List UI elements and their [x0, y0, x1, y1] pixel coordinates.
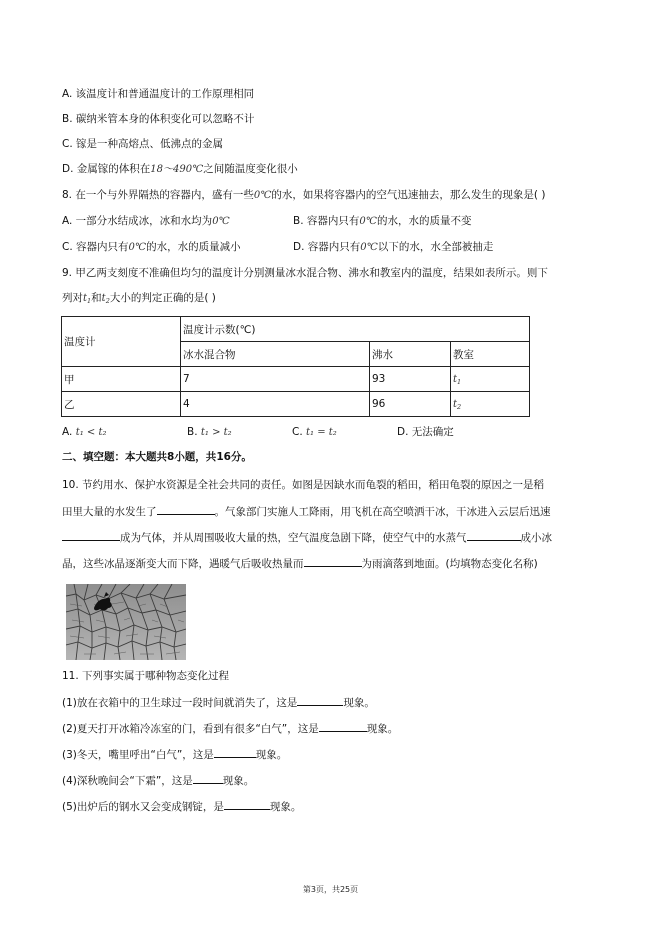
q11-item-pre: (2)夏天打开冰箱冷冻室的门，看到有很多“白气”，这是	[62, 723, 319, 735]
q10-line4-post: 为雨滴落到地面。(均填物态变化名称)	[361, 558, 538, 570]
q9-line2-post: 大小的判定正确的是( )	[109, 292, 216, 304]
q8-c-pre: C. 容器内只有	[62, 241, 129, 253]
option-q8-c	[62, 240, 241, 255]
q8-d-math: 0℃	[360, 242, 378, 253]
q11-item-pre: (1)放在衣箱中的卫生球过一段时间就消失了，这是	[62, 697, 298, 709]
answer-blank[interactable]	[214, 746, 256, 758]
q11-item-post: 现象。	[222, 775, 255, 787]
answer-blank[interactable]	[224, 798, 270, 810]
option-q7-d-pre: D. 金属镓的体积在	[62, 163, 151, 175]
option-q7-c: C. 镓是一种高熔点、低沸点的金属	[62, 138, 224, 150]
table-cell-name: 甲	[62, 367, 181, 392]
question-11-item	[62, 798, 301, 814]
question-11-item	[62, 694, 375, 710]
answer-blank[interactable]	[467, 529, 521, 541]
q9-and: 和	[91, 292, 102, 304]
table-cell-name: 乙	[62, 392, 181, 417]
cracked-field-image	[66, 584, 186, 660]
table-cell-ice: 4	[181, 392, 370, 417]
q11-item-post: 现象。	[255, 749, 288, 761]
q8-b-pre: B. 容器内只有	[293, 215, 360, 227]
q8-b-math: 0℃	[359, 216, 377, 227]
option-q9-c	[292, 425, 337, 440]
q9-t1: t	[83, 293, 88, 304]
table-cell-room-t: t	[453, 398, 458, 410]
answer-blank[interactable]	[157, 503, 215, 515]
option-q9-a	[62, 425, 106, 440]
q9-b-label: B.	[187, 426, 198, 438]
answer-blank[interactable]	[319, 720, 367, 732]
table-header-thermometer: 温度计	[62, 317, 181, 367]
question-9-stem-line2	[62, 291, 216, 308]
q10-line4-pre: 晶，这些冰晶逐渐变大而下降，遇暖气后吸收热量而	[62, 558, 304, 570]
q8-stem-math: 0℃	[253, 190, 272, 201]
table-header-room: 教室	[451, 342, 530, 367]
page-footer: 第3页，共25页	[302, 885, 359, 894]
q8-stem-pre: 8. 在一个与外界隔热的容器内，盛有一些	[62, 189, 254, 201]
table-header-boil: 沸水	[370, 342, 451, 367]
q8-c-post: 的水，水的质量减小	[146, 241, 241, 253]
option-q7-a: A. 该温度计和普通温度计的工作原理相同	[62, 88, 255, 100]
question-8-stem	[62, 188, 545, 203]
q11-item-post: 现象。	[366, 723, 399, 735]
section2-post: 分。	[230, 451, 252, 463]
q11-item-pre: (4)深秋晚间会“下霜”，这是	[62, 775, 193, 787]
q9-a-math: t₁ < t₂	[75, 427, 107, 438]
q10-line2-pre: 田里大量的水发生了	[62, 506, 157, 518]
q9-t1-sub: 1	[87, 297, 92, 305]
q11-item-pre: (3)冬天，嘴里呼出“白气”，这是	[62, 749, 214, 761]
option-q7-d	[62, 162, 298, 177]
table-cell-room-sub: 2	[457, 402, 462, 411]
question-10-line2	[62, 503, 551, 519]
question-11-item	[62, 746, 287, 762]
q10-line2-post: 。气象部门实施人工降雨，用飞机在高空喷洒干冰，干冰进入云层后迅速	[214, 506, 551, 518]
table-row	[62, 367, 530, 392]
table-cell-boil: 93	[370, 367, 451, 392]
option-q7-d-math: 18～490℃	[150, 164, 204, 175]
table-cell-room-sub: 1	[457, 377, 462, 386]
q11-item-pre: (5)出炉后的钢水又会变成钢锭，是	[62, 801, 224, 813]
question-10-line1: 10. 节约用水、保护水资源是全社会共同的责任。如图是因缺水而龟裂的稻田，稻田龟裂的原因之一是稻	[62, 479, 545, 491]
table-cell-room	[451, 392, 530, 417]
q9-line2-pre: 列对	[62, 292, 83, 304]
section2-count: 8	[167, 451, 175, 463]
q8-d-pre: D. 容器内只有	[293, 241, 361, 253]
question-10-line4	[62, 555, 538, 571]
answer-blank[interactable]	[297, 694, 343, 706]
option-q7-d-post: 之间随温度变化很小	[203, 163, 298, 175]
q9-t2: t	[101, 293, 106, 304]
table-header-reading: 温度计示数(℃)	[181, 317, 530, 342]
question-9-stem-line1: 9. 甲乙两支刻度不准确但均匀的温度计分别测量冰水混合物、沸水和教室内的温度，结果如表所示。则下	[62, 267, 548, 279]
q11-item-post: 现象。	[269, 801, 302, 813]
q8-b-post: 的水，水的质量不变	[376, 215, 472, 227]
option-q9-d: D. 无法确定	[397, 426, 454, 438]
cracked-field-drawing	[66, 584, 186, 660]
table-cell-room-t: t	[453, 373, 458, 385]
section2-mid: 小题，共	[174, 451, 217, 463]
section2-score: 16	[216, 451, 231, 463]
option-q9-b	[187, 425, 232, 440]
q8-a-math: 0℃	[212, 216, 230, 227]
q8-a-pre: A. 一部分水结成冰，冰和水均为	[62, 215, 213, 227]
temperature-table	[61, 316, 530, 417]
table-row	[62, 392, 530, 417]
q9-c-label: C.	[292, 426, 303, 438]
q10-line3-post: 成小冰	[520, 532, 552, 544]
table-cell-room	[451, 367, 530, 392]
q8-c-math: 0℃	[128, 242, 147, 253]
option-q8-a	[62, 214, 230, 229]
table-header-ice: 冰水混合物	[181, 342, 370, 367]
q9-b-math: t₁ > t₂	[200, 427, 232, 438]
q8-d-post: 以下的水，水全部被抽走	[377, 241, 494, 253]
question-11-stem: 11. 下列事实属于哪种物态变化过程	[62, 670, 230, 682]
answer-blank[interactable]	[193, 772, 223, 784]
q10-line3-mid: 成为气体，并从周围吸收大量的热，空气温度急剧下降，使空气中的水蒸气	[120, 532, 467, 544]
q9-a-label: A.	[62, 426, 73, 438]
question-11-item	[62, 720, 398, 736]
option-q8-b	[293, 214, 471, 229]
section2-pre: 二、填空题：本大题共	[62, 451, 167, 463]
q11-item-post: 现象。	[343, 697, 375, 709]
section-heading-fill-in	[62, 450, 252, 464]
table-cell-boil: 96	[370, 392, 451, 417]
answer-blank[interactable]	[62, 529, 120, 541]
q8-stem-post: 的水，如果将容器内的空气迅速抽去，那么发生的现象是( )	[271, 189, 546, 201]
question-11-item	[62, 772, 254, 788]
q9-t2-sub: 2	[105, 297, 110, 305]
option-q7-b: B. 碳纳米管本身的体积变化可以忽略不计	[62, 113, 255, 125]
option-q8-d	[293, 240, 493, 255]
q9-c-math: t₁ = t₂	[306, 427, 337, 438]
answer-blank[interactable]	[304, 555, 362, 567]
question-10-line3	[62, 529, 552, 545]
table-cell-ice: 7	[181, 367, 370, 392]
